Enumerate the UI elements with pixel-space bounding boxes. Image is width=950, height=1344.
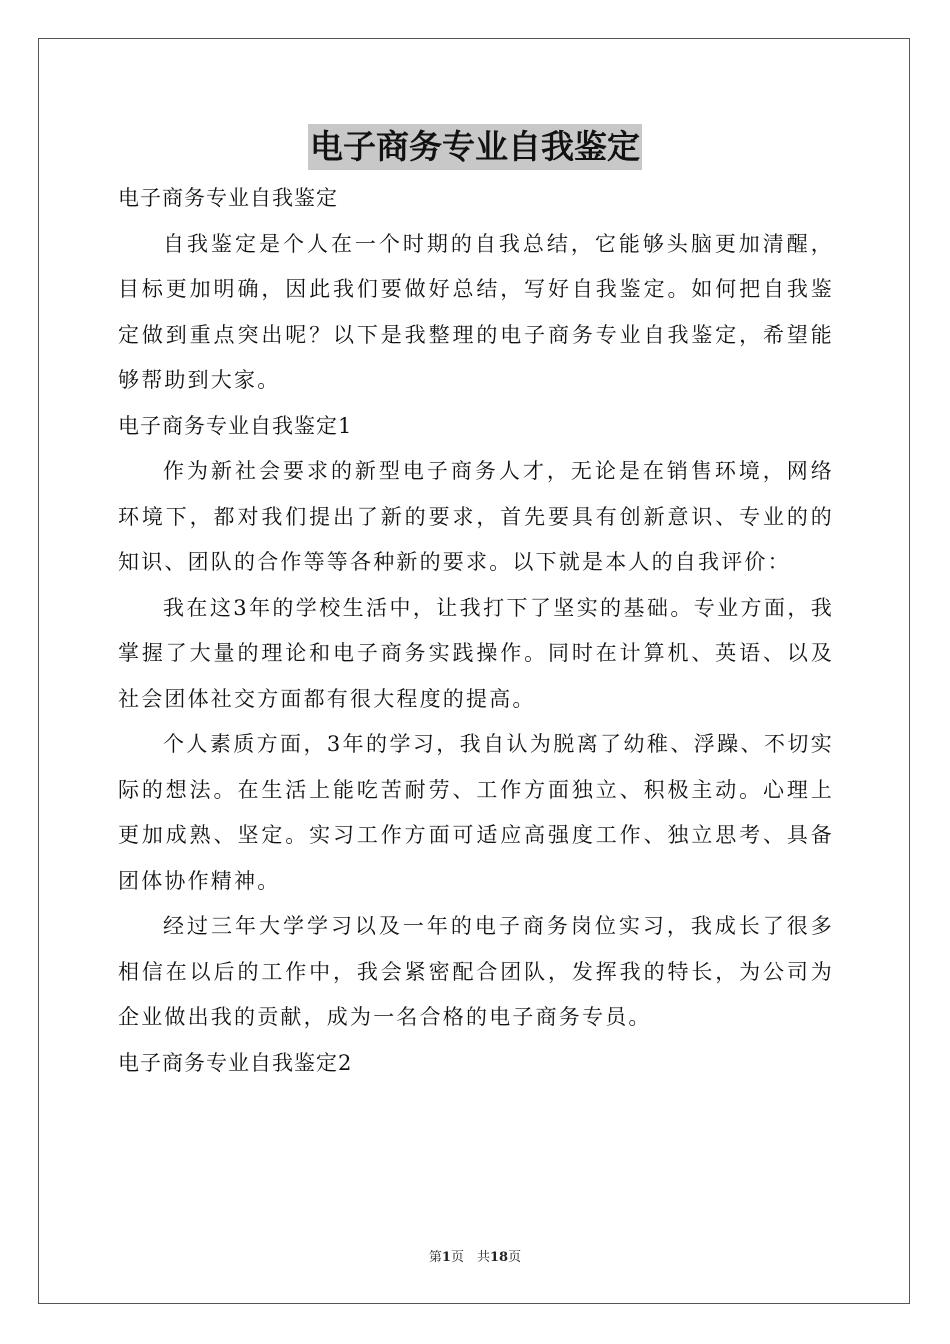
document-body [118, 176, 834, 1086]
footer-page-number: 1 [441, 1250, 451, 1265]
paragraph-3: 个人素质方面，3年的学习，我自认为脱离了幼稚、浮躁、不切实际的想法。在生活上能吃苦耐劳、工作方面独立、积极主动。心理上更加成熟、坚定。实习工作方面可适应高强度工作、独立思考、具备团体协作精神。 [118, 732, 834, 893]
footer-mid: 页 共 [450, 1250, 490, 1265]
paragraph-2: 我在这3年的学校生活中，让我打下了坚实的基础。专业方面，我掌握了大量的理论和电子商务实践操作。同时在计算机、英语、以及社会团体社交方面都有很大程度的提高。 [118, 595, 834, 711]
paragraph-intro: 自我鉴定是个人在一个时期的自我总结，它能够头脑更加清醒，目标更加明确，因此我们要做好总结，写好自我鉴定。如何把自我鉴定做到重点突出呢？以下是我整理的电子商务专业自我鉴定，希望能够帮助到大家。 [118, 231, 834, 392]
subheading-part-1: 电子商务专业自我鉴定1 [118, 413, 353, 438]
paragraph-4: 经过三年大学学习以及一年的电子商务岗位实习，我成长了很多相信在以后的工作中，我会紧密配合团队，发挥我的特长，为公司为企业做出我的贡献，成为一名合格的电子商务专员。 [118, 914, 834, 1029]
page-footer [0, 1246, 950, 1265]
document-title [0, 124, 950, 170]
paragraph-1: 作为新社会要求的新型电子商务人才，无论是在销售环境，网络环境下，都对我们提出了新的要求，首先要具有创新意识、专业的的知识、团队的合作等等各种新的要求。以下就是本人的自我评价： [118, 459, 834, 574]
document-title-text: 电子商务专业自我鉴定 [308, 124, 642, 170]
subheading-part-2: 电子商务专业自我鉴定2 [118, 1050, 353, 1075]
footer-suffix: 页 [508, 1250, 522, 1265]
footer-prefix: 第 [428, 1250, 442, 1265]
subheading-intro: 电子商务专业自我鉴定 [118, 186, 338, 210]
footer-total-pages: 18 [489, 1250, 509, 1265]
